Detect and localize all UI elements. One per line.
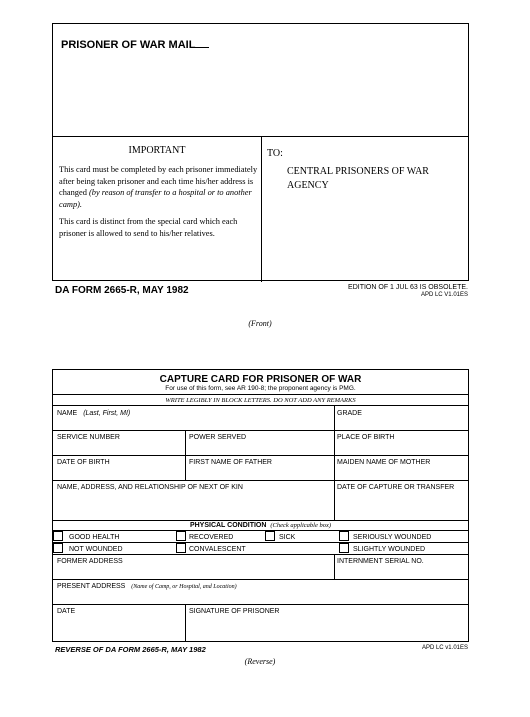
present-address-input[interactable] — [54, 592, 466, 602]
capture-card — [52, 369, 469, 642]
recovered-checkbox[interactable] — [176, 531, 186, 541]
date-of-capture-label: DATE OF CAPTURE OR TRANSFER — [337, 484, 455, 491]
good-health-label: GOOD HEALTH — [69, 534, 120, 541]
former-address-label: FORMER ADDRESS — [57, 558, 123, 565]
father-first-name-input[interactable] — [187, 468, 331, 478]
father-first-name-label: FIRST NAME OF FATHER — [189, 459, 272, 466]
place-of-birth-label: PLACE OF BIRTH — [337, 434, 395, 441]
seriously-wounded-checkbox[interactable] — [339, 531, 349, 541]
convalescent-label: CONVALESCENT — [189, 546, 246, 553]
sick-checkbox[interactable] — [265, 531, 275, 541]
service-number-input[interactable] — [54, 443, 182, 453]
date-label: DATE — [57, 608, 76, 615]
convalescent-checkbox[interactable] — [176, 543, 186, 553]
front-version: APD LC V1.01ES — [420, 292, 468, 298]
front-form-id: DA FORM 2665-R, MAY 1982 — [55, 285, 189, 296]
date-of-birth-label: DATE OF BIRTH — [57, 459, 110, 466]
mother-maiden-name-label: MAIDEN NAME OF MOTHER — [337, 459, 431, 466]
grade-input[interactable] — [336, 418, 466, 428]
grade-field-label: GRADE — [337, 410, 362, 417]
not-wounded-checkbox[interactable] — [53, 543, 63, 553]
present-address-label: PRESENT ADDRESS (Name of Camp, or Hospital, and Location) — [57, 583, 237, 590]
next-of-kin-input[interactable] — [54, 494, 332, 516]
service-number-label: SERVICE NUMBER — [57, 434, 120, 441]
front-card — [52, 23, 469, 281]
to-label: TO: — [267, 148, 283, 159]
power-served-label: POWER SERVED — [189, 434, 247, 441]
pow-mail-title: PRISONER OF WAR MAIL — [61, 38, 209, 51]
slightly-wounded-checkbox[interactable] — [339, 543, 349, 553]
not-wounded-label: NOT WOUNDED — [69, 546, 123, 553]
seriously-wounded-label: SERIOUSLY WOUNDED — [353, 534, 432, 541]
name-input[interactable] — [54, 418, 332, 428]
former-address-input[interactable] — [54, 567, 332, 577]
date-of-birth-input[interactable] — [54, 468, 182, 478]
reverse-form-id: REVERSE OF DA FORM 2665-R, MAY 1982 — [55, 645, 206, 654]
recovered-label: RECOVERED — [189, 534, 234, 541]
signature-input[interactable] — [187, 618, 465, 638]
place-of-birth-input[interactable] — [336, 443, 466, 453]
date-input[interactable] — [54, 618, 182, 638]
physical-condition-heading: PHYSICAL CONDITION (Check applicable box) — [189, 522, 332, 529]
front-caption: (Front) — [248, 319, 272, 328]
reverse-caption: (Reverse) — [244, 657, 276, 666]
mother-maiden-name-input[interactable] — [336, 468, 466, 478]
internment-serial-input[interactable] — [336, 567, 466, 577]
date-of-capture-input[interactable] — [336, 494, 466, 516]
important-paragraph-1: This card must be completed by each prisoner immediately after being taken prisoner and each time his/her address is changed (by reason of transfer to a hospital or to another camp). — [59, 165, 258, 209]
block-letters-instruction: WRITE LEGIBLY IN BLOCK LETTERS. DO NOT ADD ANY REMARKS — [165, 397, 356, 404]
signature-label: SIGNATURE OF PRISONER — [189, 608, 280, 615]
important-paragraph-2: This card is distinct from the special card which each prisoner is allowed to send to his/her relatives. — [59, 217, 238, 238]
sick-label: SICK — [279, 534, 296, 541]
important-heading: IMPORTANT — [128, 145, 186, 156]
name-field-label: NAME (Last, First, MI) — [57, 410, 131, 417]
slightly-wounded-label: SLIGHTLY WOUNDED — [353, 546, 426, 553]
to-address: CENTRAL PRISONERS OF WAR AGENCY — [287, 166, 429, 191]
capture-card-title: CAPTURE CARD FOR PRISONER OF WAR — [159, 374, 362, 385]
next-of-kin-label: NAME, ADDRESS, AND RELATIONSHIP OF NEXT OF KIN — [57, 484, 243, 491]
capture-card-subtitle: For use of this form, see AR 190-8; the proponent agency is PMG. — [165, 385, 356, 392]
front-edition-note: EDITION OF 1 JUL 63 IS OBSOLETE. — [348, 284, 468, 291]
power-served-input[interactable] — [187, 443, 331, 453]
reverse-version: APD LC v1.01ES — [421, 645, 468, 651]
internment-serial-label: INTERNMENT SERIAL NO. — [337, 558, 424, 565]
good-health-checkbox[interactable] — [53, 531, 63, 541]
